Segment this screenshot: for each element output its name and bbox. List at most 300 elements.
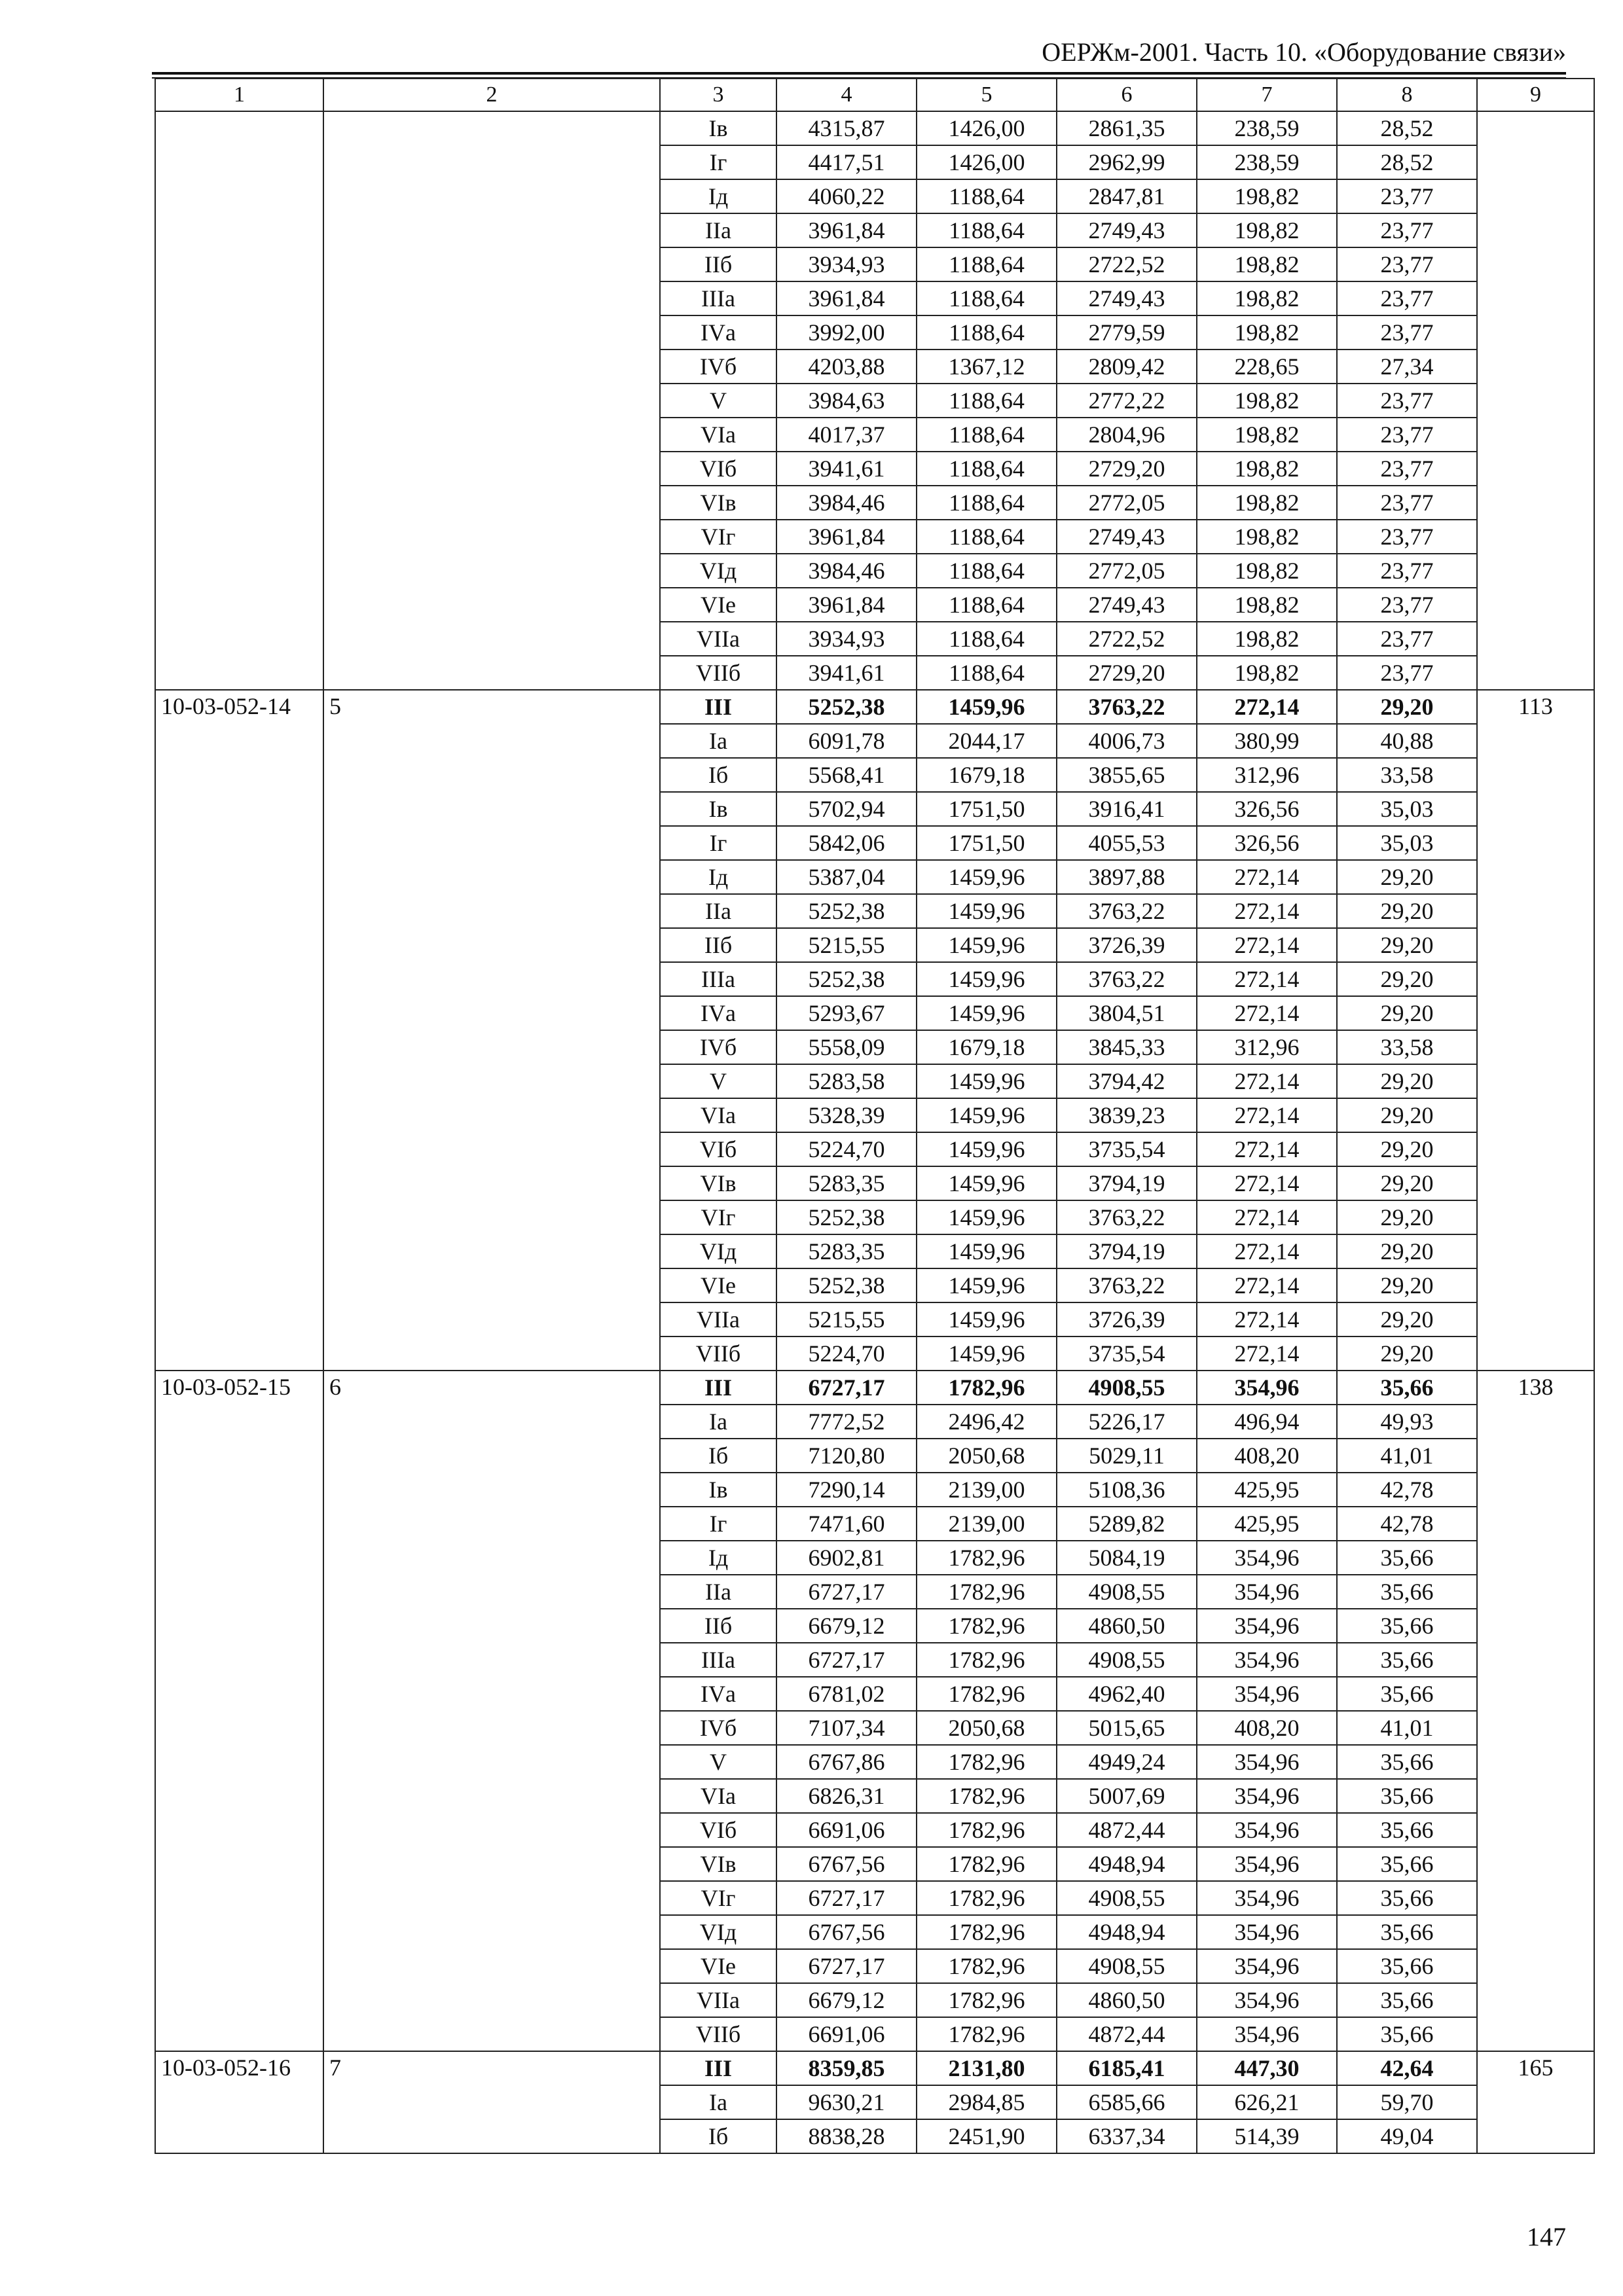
value-cell: 272,14	[1197, 1166, 1337, 1200]
value-cell: 6727,17	[776, 1643, 917, 1677]
value-cell: 1459,96	[917, 894, 1057, 928]
value-cell: 1782,96	[917, 1371, 1057, 1405]
value-cell: 354,96	[1197, 1643, 1337, 1677]
value-cell: 1782,96	[917, 1983, 1057, 2017]
value-cell: 3984,63	[776, 384, 917, 418]
zone-cell: III	[660, 2051, 776, 2085]
value-cell: 29,20	[1337, 1064, 1477, 1098]
zone-cell: Iб	[660, 2119, 776, 2153]
value-cell: 1782,96	[917, 1643, 1057, 1677]
value-cell: 272,14	[1197, 1302, 1337, 1336]
value-cell: 35,66	[1337, 1575, 1477, 1609]
value-cell: 198,82	[1197, 622, 1337, 656]
value-cell: 1782,96	[917, 1915, 1057, 1949]
value-cell: 2722,52	[1057, 247, 1197, 281]
value-cell: 3897,88	[1057, 860, 1197, 894]
value-cell: 3961,84	[776, 588, 917, 622]
page-number: 147	[1527, 2222, 1566, 2251]
value-cell: 272,14	[1197, 1268, 1337, 1302]
value-cell: 312,96	[1197, 758, 1337, 792]
value-cell: 3763,22	[1057, 1200, 1197, 1234]
value-cell: 42,78	[1337, 1507, 1477, 1541]
running-header: ОЕРЖм-2001. Часть 10. «Оборудование связи»	[1042, 37, 1566, 67]
zone-cell: VIе	[660, 588, 776, 622]
value-cell: 626,21	[1197, 2085, 1337, 2119]
value-cell: 1782,96	[917, 1949, 1057, 1983]
value-cell: 4949,24	[1057, 1745, 1197, 1779]
value-cell: 5842,06	[776, 826, 917, 860]
zone-cell: IVа	[660, 996, 776, 1030]
value-cell: 3961,84	[776, 213, 917, 247]
value-cell: 35,66	[1337, 1745, 1477, 1779]
value-cell: 3726,39	[1057, 1302, 1197, 1336]
value-cell: 5328,39	[776, 1098, 917, 1132]
value-cell: 5387,04	[776, 860, 917, 894]
value-cell: 1459,96	[917, 1302, 1057, 1336]
value-cell: 29,20	[1337, 996, 1477, 1030]
value-cell: 354,96	[1197, 1881, 1337, 1915]
zone-cell: III	[660, 690, 776, 724]
value-cell: 354,96	[1197, 1779, 1337, 1813]
zone-cell: VIг	[660, 1881, 776, 1915]
value-cell: 5084,19	[1057, 1541, 1197, 1575]
value-cell: 4060,22	[776, 179, 917, 213]
zone-cell: VIб	[660, 1813, 776, 1847]
zone-cell: Iа	[660, 1405, 776, 1439]
zone-cell: Iв	[660, 111, 776, 145]
column-header: 5	[917, 79, 1057, 111]
zone-cell: Iб	[660, 758, 776, 792]
value-cell: 1188,64	[917, 520, 1057, 554]
value-cell: 3992,00	[776, 315, 917, 350]
zone-cell: Iв	[660, 1473, 776, 1507]
value-cell: 2131,80	[917, 2051, 1057, 2085]
value-cell: 326,56	[1197, 826, 1337, 860]
value-cell: 49,93	[1337, 1405, 1477, 1439]
column-header: 9	[1477, 79, 1594, 111]
zone-cell: IVб	[660, 1030, 776, 1064]
zone-cell: IVа	[660, 315, 776, 350]
value-cell: 5215,55	[776, 1302, 917, 1336]
value-cell: 35,66	[1337, 1371, 1477, 1405]
zone-cell: VIа	[660, 1098, 776, 1132]
zone-cell: VIг	[660, 520, 776, 554]
value-cell: 2749,43	[1057, 213, 1197, 247]
value-cell: 272,14	[1197, 1234, 1337, 1268]
zone-cell: Iв	[660, 792, 776, 826]
value-cell: 35,03	[1337, 792, 1477, 826]
value-cell: 4315,87	[776, 111, 917, 145]
value-cell: 408,20	[1197, 1439, 1337, 1473]
zone-cell: VIд	[660, 1234, 776, 1268]
zone-cell: VIа	[660, 418, 776, 452]
column-header: 8	[1337, 79, 1477, 111]
value-cell: 198,82	[1197, 179, 1337, 213]
value-cell: 6585,66	[1057, 2085, 1197, 2119]
table-row	[155, 111, 1594, 145]
value-cell: 2809,42	[1057, 350, 1197, 384]
value-cell: 1426,00	[917, 145, 1057, 179]
value-cell: 1751,50	[917, 792, 1057, 826]
value-cell: 1188,64	[917, 452, 1057, 486]
value-cell: 3804,51	[1057, 996, 1197, 1030]
value-cell: 4860,50	[1057, 1609, 1197, 1643]
value-cell: 6185,41	[1057, 2051, 1197, 2085]
value-cell: 3839,23	[1057, 1098, 1197, 1132]
parameter-cell: 6	[323, 1371, 660, 2051]
value-cell: 3984,46	[776, 554, 917, 588]
value-cell: 35,66	[1337, 1677, 1477, 1711]
value-cell: 35,66	[1337, 1813, 1477, 1847]
value-cell: 1459,96	[917, 996, 1057, 1030]
value-cell: 272,14	[1197, 894, 1337, 928]
value-cell: 23,77	[1337, 656, 1477, 690]
value-cell: 1188,64	[917, 656, 1057, 690]
value-cell: 1459,96	[917, 1132, 1057, 1166]
value-cell: 6679,12	[776, 1983, 917, 2017]
price-table	[155, 78, 1595, 2154]
value-cell: 29,20	[1337, 962, 1477, 996]
value-cell: 5108,36	[1057, 1473, 1197, 1507]
value-cell: 6902,81	[776, 1541, 917, 1575]
column-header: 1	[155, 79, 323, 111]
value-cell: 198,82	[1197, 315, 1337, 350]
value-cell: 4948,94	[1057, 1847, 1197, 1881]
value-cell: 3845,33	[1057, 1030, 1197, 1064]
value-cell: 3941,61	[776, 656, 917, 690]
value-cell: 1188,64	[917, 486, 1057, 520]
zone-cell: VIIб	[660, 656, 776, 690]
value-cell: 4055,53	[1057, 826, 1197, 860]
value-cell: 272,14	[1197, 860, 1337, 894]
table-row	[155, 2051, 1594, 2085]
value-cell: 1188,64	[917, 384, 1057, 418]
zone-cell: IVа	[660, 1677, 776, 1711]
value-cell: 5224,70	[776, 1132, 917, 1166]
value-cell: 35,66	[1337, 1983, 1477, 2017]
value-cell: 29,20	[1337, 894, 1477, 928]
value-cell: 7290,14	[776, 1473, 917, 1507]
value-cell: 5702,94	[776, 792, 917, 826]
value-cell: 514,39	[1197, 2119, 1337, 2153]
value-cell: 6781,02	[776, 1677, 917, 1711]
table-row	[155, 690, 1594, 724]
value-cell: 6826,31	[776, 1779, 917, 1813]
value-cell: 42,64	[1337, 2051, 1477, 2085]
value-cell: 198,82	[1197, 588, 1337, 622]
zone-cell: VIе	[660, 1949, 776, 1983]
zone-cell: IIIа	[660, 1643, 776, 1677]
value-cell: 1782,96	[917, 1779, 1057, 1813]
value-cell: 198,82	[1197, 554, 1337, 588]
table-body	[155, 79, 1594, 2153]
value-cell: 1188,64	[917, 179, 1057, 213]
value-cell: 3916,41	[1057, 792, 1197, 826]
column-header: 6	[1057, 79, 1197, 111]
value-cell: 6691,06	[776, 2017, 917, 2051]
value-cell: 354,96	[1197, 1371, 1337, 1405]
value-cell: 49,04	[1337, 2119, 1477, 2153]
value-cell: 198,82	[1197, 418, 1337, 452]
value-cell: 272,14	[1197, 1064, 1337, 1098]
value-cell: 29,20	[1337, 690, 1477, 724]
zone-cell: Iд	[660, 1541, 776, 1575]
value-cell: 447,30	[1197, 2051, 1337, 2085]
value-cell: 42,78	[1337, 1473, 1477, 1507]
value-cell: 5252,38	[776, 1200, 917, 1234]
value-cell: 1188,64	[917, 315, 1057, 350]
value-cell: 1679,18	[917, 1030, 1057, 1064]
value-cell: 5283,35	[776, 1166, 917, 1200]
value-cell: 6767,86	[776, 1745, 917, 1779]
value-cell: 354,96	[1197, 1949, 1337, 1983]
value-cell: 29,20	[1337, 1132, 1477, 1166]
value-cell: 3794,19	[1057, 1166, 1197, 1200]
zone-cell: V	[660, 1064, 776, 1098]
value-cell: 1188,64	[917, 213, 1057, 247]
value-cell: 198,82	[1197, 247, 1337, 281]
value-cell: 2772,05	[1057, 554, 1197, 588]
value-cell: 2962,99	[1057, 145, 1197, 179]
value-cell: 1426,00	[917, 111, 1057, 145]
value-cell: 1188,64	[917, 281, 1057, 315]
value-cell: 1188,64	[917, 588, 1057, 622]
value-cell: 4860,50	[1057, 1983, 1197, 2017]
zone-cell: VIв	[660, 486, 776, 520]
value-cell: 272,14	[1197, 1098, 1337, 1132]
rate-code: 10-03-052-14	[155, 690, 323, 1371]
value-cell: 5252,38	[776, 1268, 917, 1302]
value-cell: 1459,96	[917, 1200, 1057, 1234]
value-cell: 6727,17	[776, 1371, 917, 1405]
value-cell: 1782,96	[917, 1847, 1057, 1881]
value-cell: 2496,42	[917, 1405, 1057, 1439]
value-cell: 35,03	[1337, 826, 1477, 860]
value-cell: 1367,12	[917, 350, 1057, 384]
value-cell: 4203,88	[776, 350, 917, 384]
value-cell: 1782,96	[917, 1609, 1057, 1643]
value-cell: 2729,20	[1057, 656, 1197, 690]
value-cell: 1459,96	[917, 962, 1057, 996]
table-row	[155, 1371, 1594, 1405]
value-cell: 380,99	[1197, 724, 1337, 758]
value-cell: 1679,18	[917, 758, 1057, 792]
zone-cell: IIа	[660, 894, 776, 928]
rate-code: 10-03-052-15	[155, 1371, 323, 2051]
value-cell: 23,77	[1337, 418, 1477, 452]
column-header-row	[155, 79, 1594, 111]
value-cell: 4948,94	[1057, 1915, 1197, 1949]
value-cell: 4908,55	[1057, 1881, 1197, 1915]
zone-cell: Iд	[660, 179, 776, 213]
zone-cell: Iг	[660, 145, 776, 179]
value-cell: 35,66	[1337, 1609, 1477, 1643]
value-cell: 354,96	[1197, 1813, 1337, 1847]
labor-cell: 138	[1477, 1371, 1594, 2051]
zone-cell: VIд	[660, 554, 776, 588]
value-cell: 1459,96	[917, 860, 1057, 894]
value-cell: 35,66	[1337, 2017, 1477, 2051]
value-cell: 354,96	[1197, 1915, 1337, 1949]
zone-cell: IIIа	[660, 962, 776, 996]
value-cell: 1459,96	[917, 1336, 1057, 1371]
value-cell: 354,96	[1197, 1983, 1337, 2017]
value-cell: 23,77	[1337, 384, 1477, 418]
value-cell: 1751,50	[917, 826, 1057, 860]
value-cell: 4908,55	[1057, 1949, 1197, 1983]
value-cell: 198,82	[1197, 213, 1337, 247]
value-cell: 35,66	[1337, 1643, 1477, 1677]
value-cell: 2772,05	[1057, 486, 1197, 520]
value-cell: 1782,96	[917, 1575, 1057, 1609]
value-cell: 2749,43	[1057, 281, 1197, 315]
value-cell: 3763,22	[1057, 690, 1197, 724]
value-cell: 4872,44	[1057, 2017, 1197, 2051]
value-cell: 3934,93	[776, 247, 917, 281]
value-cell: 272,14	[1197, 690, 1337, 724]
value-cell: 1782,96	[917, 1541, 1057, 1575]
parameter-cell: 5	[323, 690, 660, 1371]
value-cell: 4962,40	[1057, 1677, 1197, 1711]
value-cell: 29,20	[1337, 1302, 1477, 1336]
value-cell: 354,96	[1197, 1677, 1337, 1711]
zone-cell: III	[660, 1371, 776, 1405]
value-cell: 1782,96	[917, 1745, 1057, 1779]
value-cell: 228,65	[1197, 350, 1337, 384]
zone-cell: Iг	[660, 1507, 776, 1541]
value-cell: 354,96	[1197, 2017, 1337, 2051]
value-cell: 23,77	[1337, 554, 1477, 588]
column-header: 2	[323, 79, 660, 111]
value-cell: 7772,52	[776, 1405, 917, 1439]
zone-cell: Iа	[660, 724, 776, 758]
rate-code	[155, 111, 323, 690]
column-header: 3	[660, 79, 776, 111]
value-cell: 3763,22	[1057, 962, 1197, 996]
value-cell: 5029,11	[1057, 1439, 1197, 1473]
zone-cell: VIIа	[660, 1302, 776, 1336]
value-cell: 2050,68	[917, 1439, 1057, 1473]
value-cell: 3941,61	[776, 452, 917, 486]
value-cell: 1459,96	[917, 1234, 1057, 1268]
header-rule	[152, 72, 1566, 75]
value-cell: 1782,96	[917, 1677, 1057, 1711]
zone-cell: VIд	[660, 1915, 776, 1949]
value-cell: 238,59	[1197, 145, 1337, 179]
value-cell: 6337,34	[1057, 2119, 1197, 2153]
value-cell: 5558,09	[776, 1030, 917, 1064]
value-cell: 3984,46	[776, 486, 917, 520]
value-cell: 2779,59	[1057, 315, 1197, 350]
value-cell: 198,82	[1197, 656, 1337, 690]
value-cell: 35,66	[1337, 1779, 1477, 1813]
value-cell: 1188,64	[917, 247, 1057, 281]
zone-cell: VIг	[660, 1200, 776, 1234]
value-cell: 23,77	[1337, 486, 1477, 520]
zone-cell: VIе	[660, 1268, 776, 1302]
zone-cell: Iг	[660, 826, 776, 860]
value-cell: 238,59	[1197, 111, 1337, 145]
value-cell: 198,82	[1197, 452, 1337, 486]
value-cell: 3763,22	[1057, 1268, 1197, 1302]
zone-cell: V	[660, 1745, 776, 1779]
value-cell: 23,77	[1337, 588, 1477, 622]
zone-cell: IIIа	[660, 281, 776, 315]
value-cell: 4908,55	[1057, 1643, 1197, 1677]
value-cell: 29,20	[1337, 928, 1477, 962]
value-cell: 354,96	[1197, 1745, 1337, 1779]
value-cell: 1188,64	[917, 622, 1057, 656]
value-cell: 5289,82	[1057, 1507, 1197, 1541]
value-cell: 5015,65	[1057, 1711, 1197, 1745]
value-cell: 4908,55	[1057, 1575, 1197, 1609]
value-cell: 27,34	[1337, 350, 1477, 384]
value-cell: 23,77	[1337, 452, 1477, 486]
value-cell: 6727,17	[776, 1575, 917, 1609]
value-cell: 272,14	[1197, 1336, 1337, 1371]
value-cell: 1459,96	[917, 1064, 1057, 1098]
value-cell: 28,52	[1337, 145, 1477, 179]
value-cell: 2984,85	[917, 2085, 1057, 2119]
zone-cell: Iб	[660, 1439, 776, 1473]
zone-cell: Iд	[660, 860, 776, 894]
value-cell: 4006,73	[1057, 724, 1197, 758]
value-cell: 23,77	[1337, 213, 1477, 247]
value-cell: 5224,70	[776, 1336, 917, 1371]
value-cell: 2861,35	[1057, 111, 1197, 145]
value-cell: 272,14	[1197, 1200, 1337, 1234]
value-cell: 272,14	[1197, 962, 1337, 996]
value-cell: 3726,39	[1057, 928, 1197, 962]
value-cell: 198,82	[1197, 486, 1337, 520]
value-cell: 1188,64	[917, 554, 1057, 588]
value-cell: 35,66	[1337, 1881, 1477, 1915]
zone-cell: V	[660, 384, 776, 418]
value-cell: 29,20	[1337, 1268, 1477, 1302]
value-cell: 2749,43	[1057, 588, 1197, 622]
value-cell: 29,20	[1337, 1336, 1477, 1371]
zone-cell: IIб	[660, 928, 776, 962]
zone-cell: VIIб	[660, 2017, 776, 2051]
value-cell: 2044,17	[917, 724, 1057, 758]
value-cell: 1459,96	[917, 1166, 1057, 1200]
value-cell: 6091,78	[776, 724, 917, 758]
value-cell: 1459,96	[917, 1268, 1057, 1302]
value-cell: 23,77	[1337, 247, 1477, 281]
zone-cell: VIв	[660, 1166, 776, 1200]
value-cell: 4872,44	[1057, 1813, 1197, 1847]
value-cell: 354,96	[1197, 1847, 1337, 1881]
value-cell: 5226,17	[1057, 1405, 1197, 1439]
value-cell: 33,58	[1337, 1030, 1477, 1064]
value-cell: 5215,55	[776, 928, 917, 962]
zone-cell: IIб	[660, 1609, 776, 1643]
value-cell: 1782,96	[917, 1881, 1057, 1915]
value-cell: 272,14	[1197, 928, 1337, 962]
value-cell: 1782,96	[917, 1813, 1057, 1847]
value-cell: 6727,17	[776, 1949, 917, 1983]
value-cell: 5252,38	[776, 690, 917, 724]
value-cell: 6679,12	[776, 1609, 917, 1643]
zone-cell: IVб	[660, 350, 776, 384]
value-cell: 7107,34	[776, 1711, 917, 1745]
value-cell: 35,66	[1337, 1915, 1477, 1949]
rate-code: 10-03-052-16	[155, 2051, 323, 2153]
value-cell: 5568,41	[776, 758, 917, 792]
value-cell: 354,96	[1197, 1575, 1337, 1609]
value-cell: 3735,54	[1057, 1132, 1197, 1166]
value-cell: 23,77	[1337, 179, 1477, 213]
